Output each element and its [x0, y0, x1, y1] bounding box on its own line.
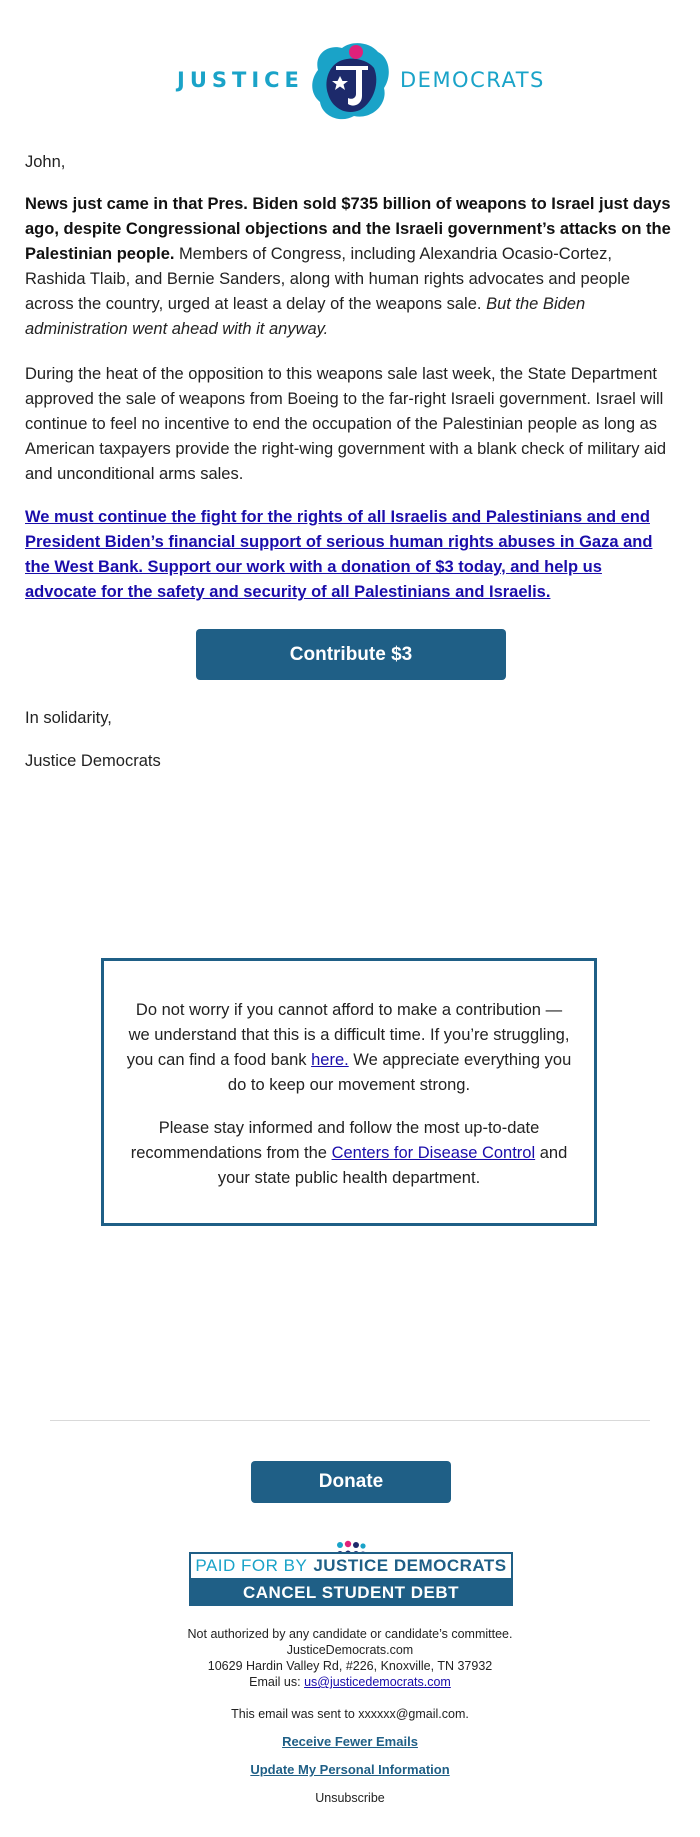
footer-divider — [50, 1420, 650, 1421]
paragraph-state-department: During the heat of the opposition to this weapons sale last week, the State Department approved the sale of weapons from Boeing to the far-right Israeli government. Israel will continue to feel no incentive to end the occupation of the Palestinian people as long as American taxpayers provide the right-wing government with a blank check of military aid and unconditional arms sales. — [25, 365, 667, 483]
notice-paragraph-cdc — [124, 1116, 574, 1191]
notice-text: Do not worry if you cannot afford to make a contribution — we understand that this is a difficult time. If you’re struggling, you can find a food bank — [126, 1001, 570, 1069]
paragraph-intro — [25, 192, 675, 342]
intro-text: Members of Congress, including Alexandria Ocasio-Cortez, Rashida Tlaib, and Bernie Sanders, along with human rights advocates and people across the country, urged at least a delay of the weapons sale. — [25, 245, 631, 313]
cancel-student-debt-banner: CANCEL STUDENT DEBT — [189, 1580, 513, 1606]
donation-appeal-link[interactable]: We must continue the fight for the rights of all Israelis and Palestinians and end President Biden’s financial support of serious human rights abuses in Gaza and the West Bank. Support our work with a donation of $3 today, and help us advocate for the safety and security of all Palestinians and Israelis. — [25, 508, 653, 601]
notice-paragraph-food-bank — [124, 998, 574, 1098]
logo-word-democrats: DEMOCRATS — [400, 68, 545, 92]
paid-for-line — [189, 1552, 513, 1580]
footer-email-line — [0, 1674, 700, 1690]
contribute-button[interactable]: Contribute $3 — [196, 629, 506, 680]
footer-address: 10629 Hardin Valley Rd, #226, Knoxville, TN 37932 — [207, 1659, 493, 1673]
paid-for-org: JUSTICE DEMOCRATS — [313, 1556, 507, 1575]
notice-text: and your state public health department. — [217, 1144, 568, 1187]
footer-website: JusticeDemocrats.com — [286, 1643, 414, 1657]
paragraph-call-to-action — [25, 505, 675, 605]
paid-for-prefix: PAID FOR BY — [195, 1556, 308, 1575]
donate-button[interactable]: Donate — [251, 1461, 451, 1503]
food-bank-link[interactable]: here. — [311, 1051, 349, 1069]
paid-for-badge — [189, 1540, 513, 1606]
logo-word-justice: JUSTICE — [177, 68, 304, 92]
footer-sent-to: This email was sent to xxxxxx@gmail.com. — [231, 1707, 469, 1721]
email-us-link[interactable]: us@justicedemocrats.com — [304, 1675, 451, 1689]
closing: In solidarity, — [25, 709, 112, 727]
greeting: John, — [25, 153, 66, 171]
unsubscribe-link[interactable]: Unsubscribe — [315, 1791, 385, 1805]
intro-italic-text: But the Biden administration went ahead with it anyway. — [25, 295, 586, 338]
signature: Justice Democrats — [25, 752, 161, 770]
notice-text: Please stay informed and follow the most up-to-date recommendations from the — [130, 1119, 540, 1162]
cdc-link[interactable]: Centers for Disease Control — [331, 1144, 536, 1162]
receive-fewer-emails-label[interactable]: Receive Fewer Emails — [282, 1734, 418, 1749]
food-bank-notice-box — [101, 958, 597, 1226]
email-label: Email us: — [249, 1675, 305, 1689]
update-personal-info-label[interactable]: Update My Personal Information — [250, 1762, 450, 1777]
justice-democrats-logo-mark-icon — [308, 40, 392, 122]
receive-fewer-emails-link[interactable] — [0, 1734, 700, 1749]
notice-text: We appreciate everything you do to keep our movement strong. — [227, 1051, 572, 1094]
update-personal-info-link[interactable] — [0, 1762, 700, 1777]
intro-bold-text: News just came in that Pres. Biden sold $735 billion of weapons to Israel just days ago, despite Congressional objections and the Israeli government’s attacks on the Palestinian people. — [25, 195, 671, 263]
header-logo[interactable] — [0, 40, 700, 130]
footer-disclaimer: Not authorized by any candidate or candidate’s committee. — [187, 1627, 513, 1641]
